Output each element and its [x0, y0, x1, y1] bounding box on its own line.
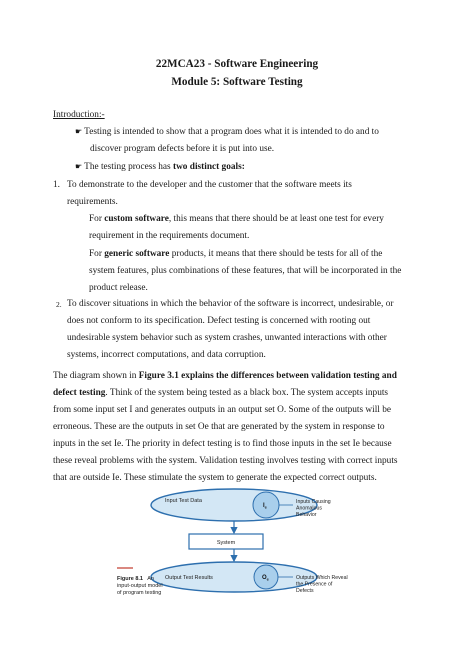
- generic-software-line: For generic software products, it means that there should be tests for all of the: [89, 249, 383, 259]
- list-item-2-cont-2: undesirable system behavior such as system crashes, unwanted interactions with other: [67, 333, 387, 343]
- custom-software-cont: requirement in the requirements document.: [89, 231, 250, 241]
- pointing-hand-icon: ☛: [75, 162, 83, 171]
- bullet-1-cont: discover program defects before it is put into use.: [90, 144, 275, 154]
- list-item-2-cont-3: systems, incorrect computations, and data corruption.: [67, 350, 266, 360]
- ie-label: $I_e$: [263, 503, 267, 510]
- list-item-1: To demonstrate to the developer and the customer that the software meets its: [67, 180, 352, 190]
- list-item-2-cont: does not conform to its specification. Defect testing is concerned with rooting out: [67, 316, 371, 326]
- paragraph-line-6: these reveal problems with the system. Validation testing involves testing with correct inputs: [53, 456, 398, 466]
- generic-software-cont-2: product release.: [89, 283, 148, 293]
- bullet-2: ☛ The testing process has two distinct goals:: [75, 162, 245, 172]
- list-item-2: To discover situations in which the behavior of the software is incorrect, undesirable, or: [67, 299, 394, 309]
- list-item-2-number: 2.: [56, 300, 62, 309]
- paragraph-line-5: inputs in the set Ie. The priority in defect testing is to find those inputs in the set Ie because: [53, 439, 392, 449]
- oe-label: $O_e$: [262, 575, 269, 582]
- input-test-data-label: Input Test Data: [165, 498, 202, 504]
- figure-caption: Figure 8.1 An input-output model of program testing: [117, 576, 163, 596]
- output-test-results-label: Output Test Results: [165, 575, 213, 581]
- intro-heading: Introduction:-: [53, 110, 105, 120]
- pointing-hand-icon: ☛: [75, 127, 83, 136]
- paragraph-line-1: The diagram shown in Figure 3.1 explains the differences between validation testing and: [53, 371, 397, 381]
- module-title: Module 5: Software Testing: [171, 76, 303, 88]
- generic-software-cont: system features, plus combinations of these features, that will be incorporated in the: [89, 266, 402, 276]
- list-item-1-cont: requirements.: [67, 197, 118, 207]
- system-label: System: [216, 540, 236, 546]
- course-title: 22MCA23 - Software Engineering: [155, 58, 319, 70]
- inputs-causing-label: Inputs Causing Anomalous Behavior: [296, 499, 331, 518]
- bullet-1: ☛ Testing is intended to show that a program does what it is intended to do and to: [75, 127, 379, 137]
- paragraph-line-4: erroneous. These are the outputs in set Oe that are generated by the system in response to: [53, 422, 385, 432]
- custom-software-line: For custom software, this means that there should be at least one test for every: [89, 214, 384, 224]
- paragraph-line-3: from some input set I and generates outputs in an output set O. Some of the outputs will be: [53, 405, 391, 415]
- outputs-reveal-label: Outputs Which Reveal the Presence of Defects: [296, 575, 348, 594]
- paragraph-line-7: that are outside Ie. These stimulate the system to generate the expected correct outputs.: [53, 473, 377, 483]
- paragraph-line-2: defect testing. Think of the system being tested as a black box. The system accepts inputs: [53, 388, 389, 398]
- list-item-1-number: 1.: [53, 180, 60, 190]
